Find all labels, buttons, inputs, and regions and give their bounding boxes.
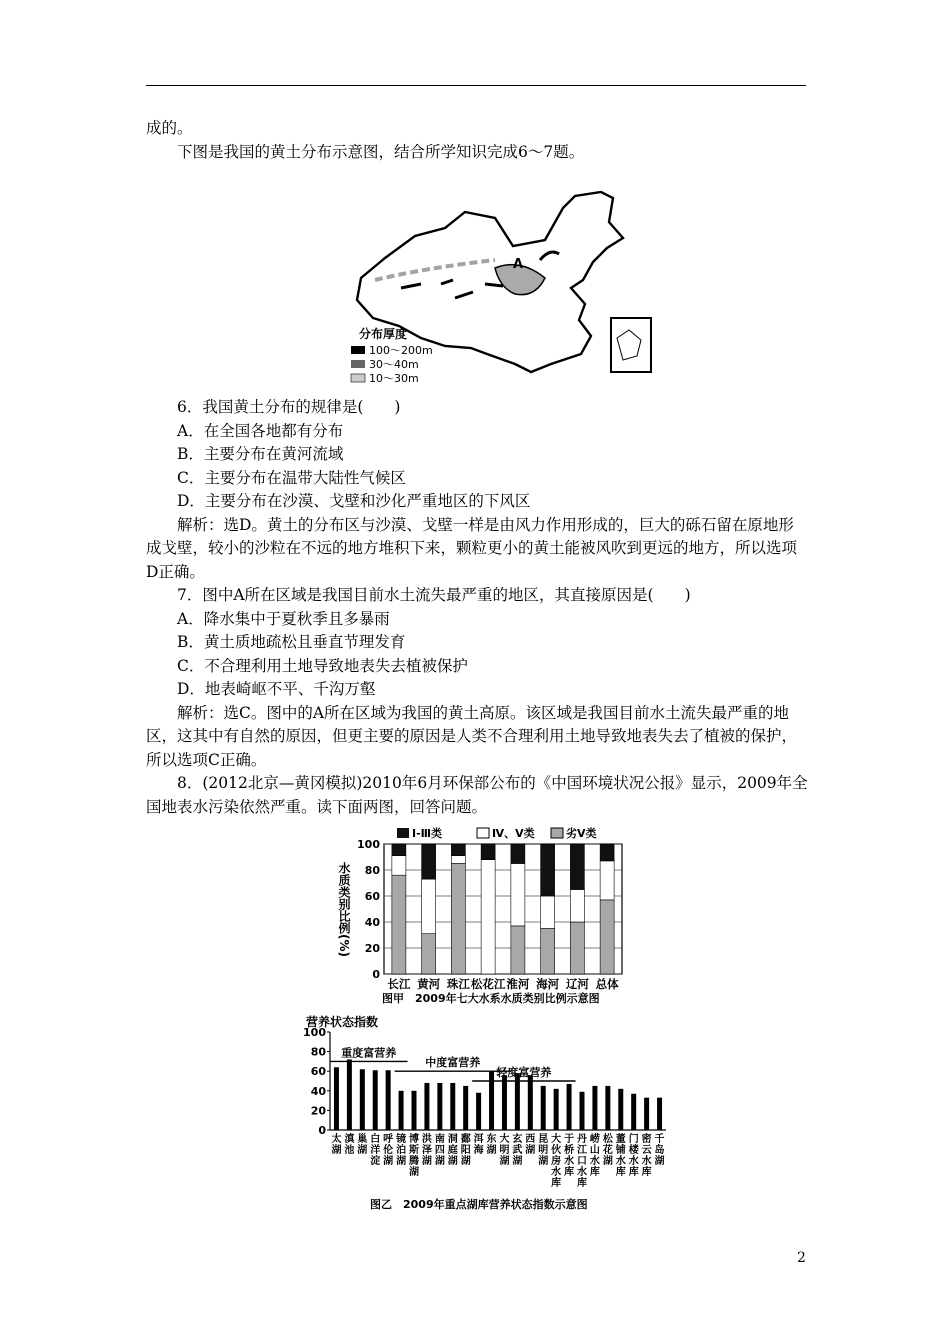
- bar-segment: [422, 934, 436, 974]
- loess-patches: [401, 280, 503, 298]
- bar: [541, 1086, 546, 1130]
- bar-segment: [422, 879, 436, 934]
- map-legend-item: 30～40m: [369, 358, 419, 371]
- x-tick-label: 辽河: [565, 977, 589, 991]
- bar-segment: [511, 844, 525, 864]
- x-tick-label: 洪泽湖: [421, 1134, 432, 1167]
- bar: [554, 1089, 559, 1130]
- south-sea-inset: [611, 318, 651, 372]
- paragraph: 下图是我国的黄土分布示意图，结合所学知识完成6～7题。: [177, 142, 585, 161]
- bar: [334, 1067, 339, 1130]
- x-tick-label: 大明湖: [499, 1134, 510, 1167]
- bar-segment: [600, 861, 614, 900]
- y-tick-label: 0: [318, 1124, 326, 1137]
- x-tick-label: 董铺水库: [615, 1134, 626, 1178]
- bar: [592, 1086, 597, 1130]
- y-tick-label: 40: [310, 1084, 326, 1098]
- y-ticks: [303, 1026, 330, 1137]
- x-tick-label: 崂山水库: [589, 1134, 600, 1178]
- question-8: 8．(2012北京—黄冈模拟)2010年6月环保部公布的《中国环境状况公报》显示，2009年全国地表水污染依然严重。读下面两图，回答问题。: [146, 774, 808, 816]
- option: D．地表崎岖不平、千沟万壑: [177, 680, 376, 698]
- bar: [618, 1089, 623, 1130]
- bar-segment: [422, 844, 436, 879]
- bar-segment: [570, 890, 584, 923]
- bar: [476, 1093, 481, 1130]
- chart-water-quality: [337, 822, 632, 1010]
- x-tick-label: 玄武湖: [512, 1134, 523, 1167]
- x-tick-label: 松花江: [470, 977, 506, 991]
- legend-swatch-class1-3: [397, 828, 409, 838]
- bar-segment: [511, 926, 525, 974]
- bar-segment: [481, 860, 495, 974]
- bar-segment: [392, 875, 406, 974]
- bar: [463, 1086, 468, 1130]
- x-tick-label: 门楼水库: [628, 1134, 639, 1178]
- x-tick-label: 白洋淀: [370, 1134, 381, 1167]
- question-6: 6．我国黄土分布的规律是( ): [177, 398, 401, 416]
- legend-swatch-worse5: [551, 828, 563, 838]
- bar: [631, 1094, 636, 1130]
- bar: [386, 1070, 391, 1130]
- y-tick-label: 80: [310, 1045, 326, 1059]
- y-tick-label: 20: [364, 942, 380, 955]
- option: D．主要分布在沙漠、戈壁和沙化严重地区的下风区: [177, 492, 531, 510]
- x-tick-label: 洞庭湖: [447, 1134, 458, 1167]
- x-tick-label: 海河: [536, 977, 560, 991]
- bar-segment: [451, 844, 465, 856]
- bar: [450, 1083, 455, 1130]
- thresholds: [330, 1045, 576, 1081]
- y-tick-label: 60: [364, 890, 380, 903]
- x-tick-label: 千岛湖: [654, 1134, 665, 1167]
- bar-segment: [451, 856, 465, 864]
- bar-segment: [392, 856, 406, 876]
- legend-label: Ⅳ、Ⅴ类: [492, 827, 535, 840]
- loess-map: [345, 188, 663, 388]
- bar: [412, 1091, 417, 1130]
- bar: [373, 1070, 378, 1130]
- legend-swatch-class4-5: [477, 828, 489, 838]
- bar: [567, 1084, 572, 1130]
- x-tick-label: 于桥水库: [564, 1134, 575, 1178]
- header-rule: [146, 85, 806, 86]
- option: A．降水集中于夏秋季且多暴雨: [177, 609, 390, 628]
- loess-patch-north: [540, 252, 559, 260]
- x-tick-label: 总体: [595, 977, 619, 991]
- page-number: 2: [797, 1250, 806, 1266]
- option: A．在全国各地都有分布: [177, 421, 344, 440]
- bar: [657, 1098, 662, 1130]
- legend-swatch-3: [351, 374, 365, 382]
- x-ticks: [387, 977, 619, 991]
- x-tick-label: 镜泊湖: [396, 1134, 407, 1167]
- bar: [347, 1059, 352, 1130]
- y-axis-title: 水质类别比例(%): [337, 862, 351, 957]
- threshold-label: 重度富营养: [341, 1046, 397, 1060]
- text-block-questions: [146, 396, 808, 819]
- x-tick-label: 呼伦湖: [383, 1134, 394, 1167]
- x-tick-label: 滇池: [344, 1134, 355, 1156]
- x-tick-label: 珠江: [446, 977, 470, 991]
- option: B．黄土质地疏松且垂直节理发育: [177, 633, 406, 651]
- bar-segment: [600, 844, 614, 861]
- threshold-label: 轻度富营养: [496, 1066, 552, 1079]
- bar-segment: [481, 844, 495, 860]
- bar: [489, 1071, 494, 1130]
- option: B．主要分布在黄河流域: [177, 445, 344, 463]
- x-tick-label: 南四湖: [434, 1134, 445, 1167]
- x-tick-label: 西湖: [525, 1134, 536, 1156]
- option: C．主要分布在温带大陆性气候区: [177, 468, 406, 487]
- threshold-label: 中度富营养: [425, 1056, 481, 1070]
- y-tick-label: 100: [357, 838, 380, 851]
- x-tick-label: 松花湖: [602, 1134, 613, 1167]
- legend-label: 劣Ⅴ类: [566, 827, 597, 840]
- y-tick-label: 60: [310, 1065, 326, 1079]
- loess-belt-west: [375, 260, 495, 280]
- x-tick-label: 长江: [387, 977, 411, 991]
- legend-swatch-2: [351, 360, 365, 368]
- map-legend-title: 分布厚度: [359, 327, 408, 341]
- y-tick-label: 40: [364, 916, 380, 929]
- bar-segment: [570, 844, 584, 890]
- map-label-a: A: [513, 257, 524, 272]
- bar-segment: [541, 844, 555, 896]
- x-tick-label: 博斯腾湖: [409, 1134, 419, 1178]
- x-tick-label: 巢湖: [357, 1134, 368, 1156]
- legend-label: Ⅰ-Ⅲ类: [412, 827, 443, 840]
- bar-segment: [600, 900, 614, 974]
- x-tick-label: 黄河: [417, 977, 441, 991]
- bar-segment: [451, 864, 465, 975]
- x-ticks: [331, 1132, 664, 1189]
- bar-segment: [570, 922, 584, 974]
- bar: [528, 1075, 533, 1130]
- bar-segment: [392, 844, 406, 856]
- bar: [360, 1069, 365, 1130]
- question-7: 7．图中A所在区域是我国目前水土流失最严重的地区，其直接原因是( ): [177, 586, 691, 604]
- map-legend-item: 100～200m: [369, 344, 433, 357]
- y-tick-label: 80: [364, 864, 380, 877]
- plot-frame: [384, 844, 622, 974]
- x-tick-label: 密云水库: [641, 1134, 652, 1178]
- legend-swatch-1: [351, 346, 365, 354]
- bar: [644, 1098, 649, 1130]
- chart-trophic-index: [300, 1012, 670, 1217]
- bar-segment: [511, 864, 525, 926]
- x-tick-label: 太湖: [331, 1134, 342, 1156]
- y-ticks: [357, 838, 380, 981]
- option: C．不合理利用土地导致地表失去植被保护: [177, 656, 468, 675]
- bar: [580, 1092, 585, 1130]
- chart-title: 图乙 2009年重点湖库营养状态指数示意图: [370, 1198, 588, 1211]
- bar-segment: [541, 896, 555, 929]
- x-tick-label: 鄱阳湖: [460, 1134, 471, 1167]
- bar-segment: [541, 929, 555, 975]
- bar: [437, 1083, 442, 1130]
- answer-6: 解析：选D。黄土的分布区与沙漠、戈壁一样是由风力作用形成的，巨大的砾石留在原地形成戈壁，较小的沙粒在不远的地方堆积下来，颗粒更小的黄土能被风吹到更远的地方，所以选项D正确。: [146, 515, 798, 581]
- bar: [502, 1075, 507, 1130]
- x-tick-label: 淮河: [506, 977, 530, 991]
- x-tick-label: 丹江口水库: [577, 1134, 587, 1189]
- x-tick-label: 昆明湖: [538, 1134, 549, 1167]
- answer-7: 解析：选C。图中的A所在区域为我国的黄土高原。该区域是我国目前水土流失最严重的地区，这其中有自然的原因，但更主要的原因是人类不合理利用土地导致地表失去了植被的保护，所以选项C正确。: [146, 703, 798, 769]
- x-tick-label: 东湖: [486, 1134, 497, 1156]
- map-legend-item: 10～30m: [369, 372, 419, 385]
- bar: [605, 1086, 610, 1130]
- y-tick-label: 20: [310, 1104, 326, 1118]
- inset-islands: [617, 330, 641, 360]
- y-tick-label: 100: [303, 1026, 326, 1039]
- paragraph: 成的。: [146, 119, 193, 137]
- bar: [424, 1083, 429, 1130]
- x-tick-label: 洱海: [473, 1134, 484, 1156]
- bar: [399, 1091, 404, 1130]
- text-block-top: [146, 117, 808, 164]
- y-axis-title: 营养状态指数: [306, 1015, 379, 1029]
- x-tick-label: 大伙房水库: [551, 1134, 562, 1189]
- chart-title: 图甲 2009年七大水系水质类别比例示意图: [382, 992, 600, 1005]
- y-tick-label: 0: [372, 968, 380, 981]
